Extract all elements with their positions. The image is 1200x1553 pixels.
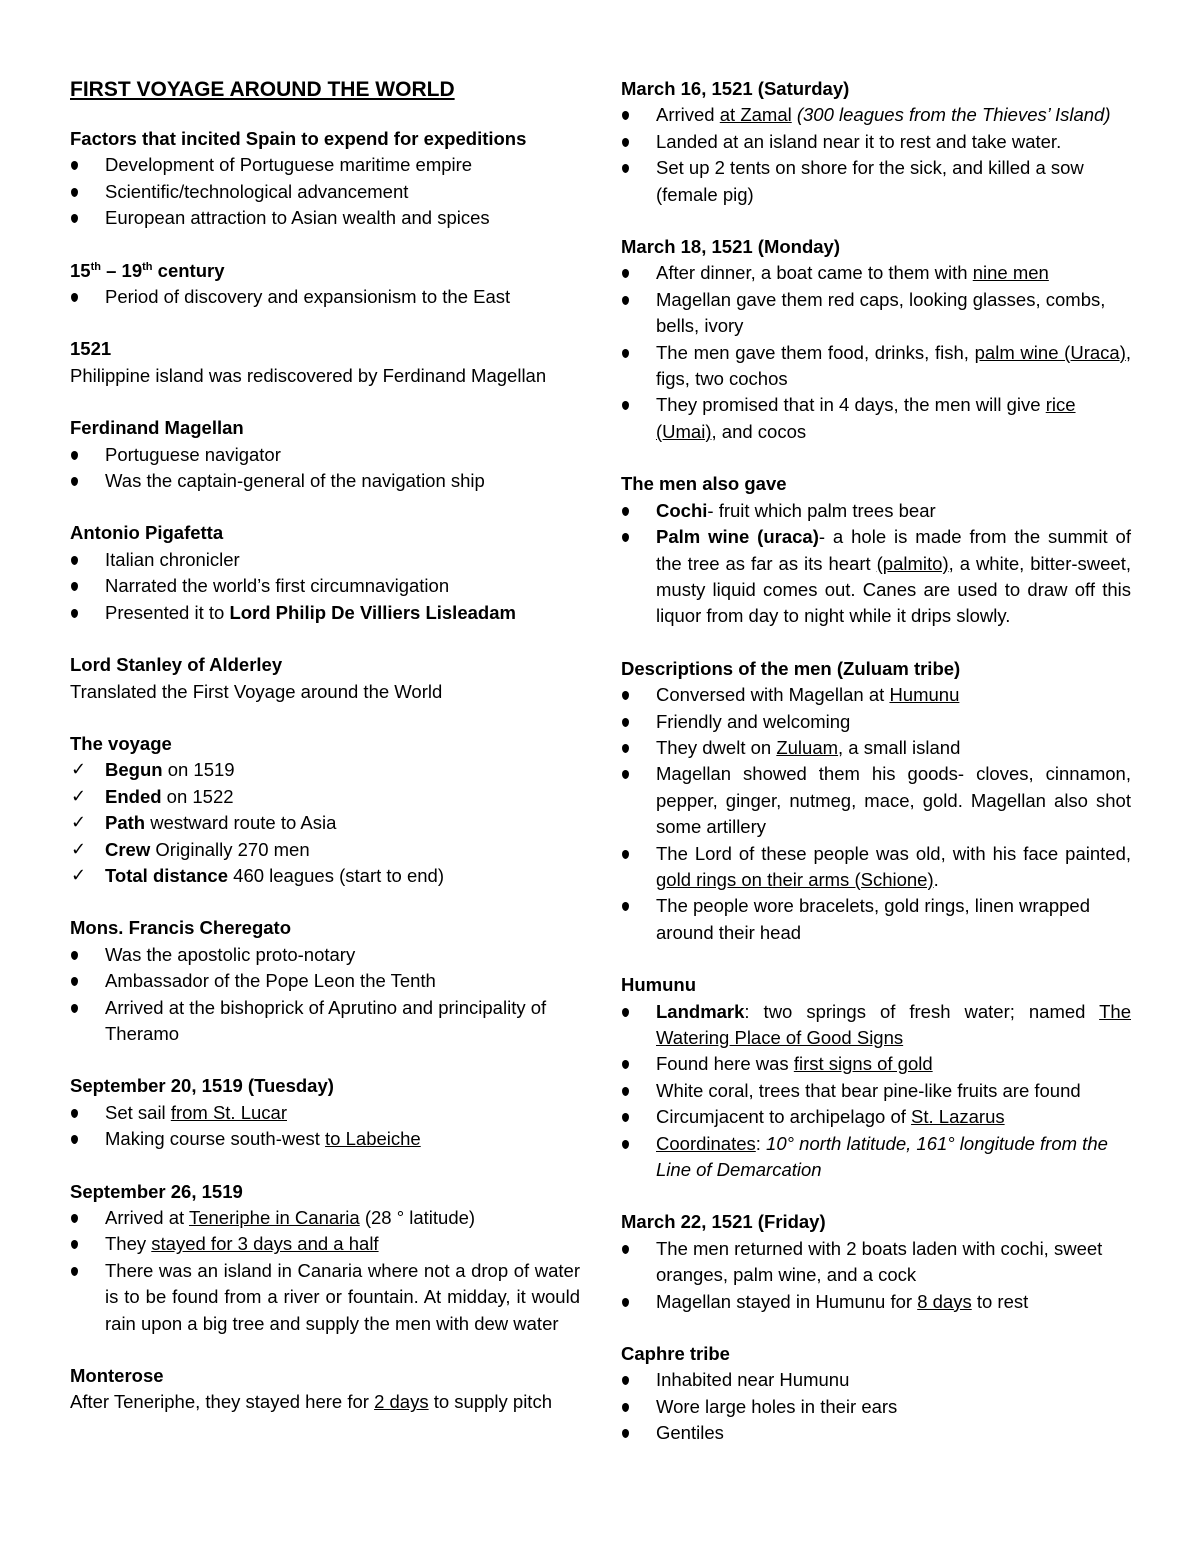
check-list — [70, 757, 580, 889]
bullet-icon — [622, 1429, 629, 1438]
list-item: Inhabited near Humunu — [621, 1367, 1131, 1393]
list-item: Was the apostolic proto-notary — [70, 942, 580, 968]
list-item: They promised that in 4 days, the men will give rice (Umai), and cocos — [621, 392, 1131, 445]
section-march-16 — [621, 76, 1131, 208]
section-voyage — [70, 731, 580, 889]
section-march-22 — [621, 1209, 1131, 1315]
bullet-list — [70, 942, 580, 1048]
bullet-icon — [622, 1245, 629, 1254]
checkmark-icon: ✓ — [71, 785, 87, 807]
section-text: Translated the First Voyage around the World — [70, 680, 443, 702]
bullet-icon — [71, 451, 78, 460]
checkmark-icon: ✓ — [71, 812, 87, 834]
bullet-icon — [622, 1140, 629, 1149]
list-item: Was the captain-general of the navigation ship — [70, 468, 580, 494]
list-item: There was an island in Canaria where not a drop of water is to be found from a river or fountain. At midday, it would rain upon a big tree and supply the men with dew water — [70, 1258, 580, 1337]
section-text: Philippine island was rediscovered by Ferdinand Magellan — [70, 364, 547, 386]
bullet-icon — [71, 609, 78, 618]
list-item: The men gave them food, drinks, fish, palm wine (Uraca), figs, two cochos — [621, 340, 1131, 393]
bullet-icon — [622, 770, 629, 779]
checkmark-icon: ✓ — [71, 864, 87, 886]
section-heading: Ferdinand Magellan — [70, 417, 244, 439]
bullet-icon — [622, 902, 629, 911]
list-item: They dwelt on Zuluam, a small island — [621, 735, 1131, 761]
section-heading: Descriptions of the men (Zuluam tribe) — [621, 657, 961, 679]
section-heading: Lord Stanley of Alderley — [70, 654, 283, 676]
bullet-list — [621, 260, 1131, 445]
right-column — [621, 76, 1131, 1473]
list-item: Wore large holes in their ears — [621, 1394, 1131, 1420]
bullet-icon — [622, 1113, 629, 1122]
section-cheregato — [70, 915, 580, 1047]
section-sep26 — [70, 1179, 580, 1337]
list-item: Making course south-west to Labeiche — [70, 1126, 580, 1152]
list-item: Palm wine (uraca)- a hole is made from the summit of the tree as far as its heart (palmito), a white, bitter-sweet, musty liquid comes out. Canes are used to draw off this liquor from day to night while it drips slowly. — [621, 524, 1131, 630]
bullet-icon — [71, 1240, 78, 1249]
bullet-list — [621, 1367, 1131, 1446]
bullet-icon — [71, 1109, 78, 1118]
list-item: Arrived at the bishoprick of Aprutino and principality of Theramo — [70, 995, 580, 1048]
list-item: Magellan stayed in Humunu for 8 days to rest — [621, 1289, 1131, 1315]
bullet-list — [621, 102, 1131, 208]
bullet-icon — [71, 188, 78, 197]
section-heading: March 18, 1521 (Monday) — [621, 236, 840, 258]
section-heading: Caphre tribe — [621, 1343, 730, 1365]
list-item: The men returned with 2 boats laden with cochi, sweet oranges, palm wine, and a cock — [621, 1236, 1131, 1289]
list-item: European attraction to Asian wealth and spices — [70, 205, 580, 231]
page-title: FIRST VOYAGE AROUND THE WORLD — [70, 78, 455, 101]
list-item: Magellan gave them red caps, looking glasses, combs, bells, ivory — [621, 287, 1131, 340]
bullet-icon — [71, 293, 78, 302]
bullet-icon — [622, 533, 629, 542]
bullet-icon — [71, 977, 78, 986]
section-heading: The voyage — [70, 732, 172, 754]
list-item: Development of Portuguese maritime empire — [70, 152, 580, 178]
bullet-icon — [71, 214, 78, 223]
bullet-list — [621, 999, 1131, 1184]
bullet-icon — [622, 1403, 629, 1412]
bullet-list — [70, 1205, 580, 1337]
checkmark-icon: ✓ — [71, 759, 87, 781]
list-item: Arrived at Zamal (300 leagues from the Thieves’ Island) — [621, 102, 1131, 128]
list-item: Set sail from St. Lucar — [70, 1100, 580, 1126]
bullet-icon — [622, 718, 629, 727]
list-item: Conversed with Magellan at Humunu — [621, 682, 1131, 708]
bullet-icon — [71, 1004, 78, 1013]
bullet-icon — [622, 1376, 629, 1385]
bullet-icon — [622, 1298, 629, 1307]
list-item: Ambassador of the Pope Leon the Tenth — [70, 968, 580, 994]
list-item: They stayed for 3 days and a half — [70, 1231, 580, 1257]
list-item: ✓ Crew Originally 270 men — [70, 837, 580, 863]
section-heading: March 16, 1521 (Saturday) — [621, 78, 850, 99]
bullet-icon — [71, 477, 78, 486]
list-item: The Lord of these people was old, with his face painted, gold rings on their arms (Schione). — [621, 841, 1131, 894]
section-century — [70, 258, 580, 311]
bullet-icon — [622, 138, 629, 147]
list-item: Cochi- fruit which palm trees bear — [621, 498, 1131, 524]
section-heading: September 20, 1519 (Tuesday) — [70, 1075, 334, 1097]
bullet-list — [70, 152, 580, 231]
bullet-icon — [622, 691, 629, 700]
left-column — [70, 76, 580, 1442]
list-item: Landmark: two springs of fresh water; named The Watering Place of Good Signs — [621, 999, 1131, 1052]
bullet-icon — [71, 556, 78, 565]
bullet-icon — [622, 1087, 629, 1096]
list-item: Period of discovery and expansionism to the East — [70, 284, 580, 310]
bullet-icon — [71, 951, 78, 960]
list-item: Gentiles — [621, 1420, 1131, 1446]
section-march-18 — [621, 234, 1131, 445]
bullet-list — [621, 1236, 1131, 1315]
bullet-icon — [622, 744, 629, 753]
bullet-icon — [71, 582, 78, 591]
section-factors — [70, 126, 580, 232]
list-item: Circumjacent to archipelago of St. Lazarus — [621, 1104, 1131, 1130]
section-pigafetta — [70, 520, 580, 626]
list-item: ✓ Path westward route to Asia — [70, 810, 580, 836]
list-item: Set up 2 tents on shore for the sick, and killed a sow (female pig) — [621, 155, 1131, 208]
section-heading: The men also gave — [621, 473, 787, 495]
section-heading: Factors that incited Spain to expend for expeditions — [70, 128, 527, 149]
bullet-icon — [622, 1060, 629, 1069]
list-item: After dinner, a boat came to them with nine men — [621, 260, 1131, 286]
section-magellan — [70, 415, 580, 494]
section-sep20 — [70, 1073, 580, 1152]
bullet-list — [621, 682, 1131, 946]
bullet-list — [70, 442, 580, 495]
bullet-icon — [71, 161, 78, 170]
bullet-icon — [71, 1267, 78, 1276]
section-heading: Monterose — [70, 1365, 164, 1387]
bullet-list — [70, 1100, 580, 1153]
section-heading: 1521 — [70, 338, 112, 360]
checkmark-icon: ✓ — [71, 838, 87, 860]
bullet-icon — [71, 1135, 78, 1144]
section-heading: March 22, 1521 (Friday) — [621, 1211, 826, 1233]
section-stanley — [70, 652, 580, 705]
bullet-icon — [622, 164, 629, 173]
section-text: After Teneriphe, they stayed here for 2 days to supply pitch — [70, 1391, 552, 1413]
bullet-icon — [622, 507, 629, 516]
list-item: ✓ Ended on 1522 — [70, 784, 580, 810]
list-item: The people wore bracelets, gold rings, linen wrapped around their head — [621, 893, 1131, 946]
list-item: Narrated the world’s first circumnavigation — [70, 573, 580, 599]
list-item: Friendly and welcoming — [621, 709, 1131, 735]
section-humunu — [621, 972, 1131, 1183]
list-item: Scientific/technological advancement — [70, 179, 580, 205]
list-item: Found here was first signs of gold — [621, 1051, 1131, 1077]
list-item: Magellan showed them his goods- cloves, cinnamon, pepper, ginger, nutmeg, mace, gold. Magellan also shot some artillery — [621, 761, 1131, 840]
section-zuluam — [621, 656, 1131, 946]
list-item: Coordinates: 10° north latitude, 161° longitude from the Line of Demarcation — [621, 1131, 1131, 1184]
bullet-icon — [622, 349, 629, 358]
section-1521 — [70, 336, 580, 389]
list-item: White coral, trees that bear pine-like fruits are found — [621, 1078, 1131, 1104]
list-item: Landed at an island near it to rest and take water. — [621, 129, 1131, 155]
list-item: Portuguese navigator — [70, 442, 580, 468]
bullet-icon — [622, 269, 629, 278]
section-monterose — [70, 1363, 580, 1416]
bullet-icon — [622, 850, 629, 859]
bullet-icon — [622, 401, 629, 410]
bullet-icon — [622, 1008, 629, 1017]
list-item: ✓ Begun on 1519 — [70, 757, 580, 783]
bullet-icon — [622, 111, 629, 120]
bullet-list — [621, 498, 1131, 630]
bullet-icon — [622, 296, 629, 305]
section-caphre — [621, 1341, 1131, 1447]
bullet-icon — [71, 1214, 78, 1223]
bullet-list — [70, 547, 580, 626]
list-item: Arrived at Teneriphe in Canaria (28 ° latitude) — [70, 1205, 580, 1231]
section-heading: September 26, 1519 — [70, 1180, 243, 1202]
bullet-list — [70, 284, 580, 310]
section-heading: Mons. Francis Cheregato — [70, 917, 292, 939]
section-men-also-gave — [621, 471, 1131, 629]
list-item: ✓ Total distance 460 leagues (start to end) — [70, 863, 580, 889]
section-heading: Antonio Pigafetta — [70, 522, 224, 544]
list-item: Presented it to Lord Philip De Villiers Lisleadam — [70, 600, 580, 626]
section-heading: 15th – 19th century — [70, 259, 225, 281]
section-heading: Humunu — [621, 974, 697, 996]
list-item: Italian chronicler — [70, 547, 580, 573]
